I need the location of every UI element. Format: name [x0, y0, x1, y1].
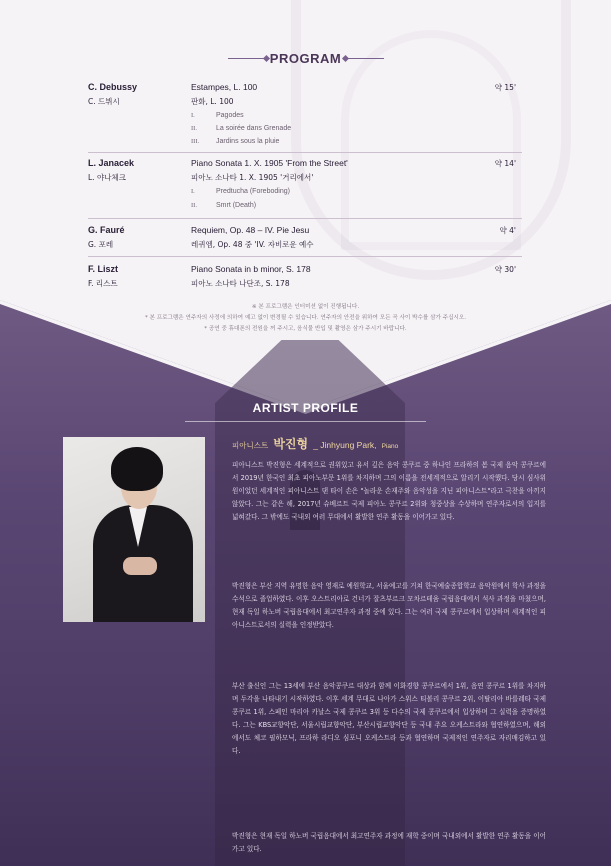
work-title-ko: 피아노 소나타 1. X. 1905 '거리에서' [191, 173, 314, 182]
profile-title: ARTIST PROFILE [252, 401, 359, 415]
composer-name-en: C. Debussy [88, 82, 138, 92]
program-note: * 공연 중 휴대폰의 전원을 꺼 주시고, 음식물 반입 및 촬영은 삼가 주시기 바랍니다. [204, 326, 407, 332]
artist-instrument: Piano [381, 443, 399, 450]
movement-number: II. [191, 125, 197, 132]
bio-paragraph: 박진형은 현재 독일 하노버 국립음대에서 최고연주자 과정에 재학 중이며 국내외에서 활발한 연주 활동을 이어가고 있다. [232, 832, 546, 853]
composer-name-ko: C. 드뷔시 [88, 97, 120, 106]
divider [88, 152, 522, 153]
work-title-en: Estampes, L. 100 [191, 82, 258, 92]
artist-photo [63, 437, 205, 622]
artist-role: 피아니스트 [232, 441, 269, 450]
divider [88, 218, 522, 219]
artist-name-ko: 박진형 [273, 437, 309, 451]
work-title-en: Piano Sonata 1. X. 1905 'From the Street' [191, 158, 348, 168]
photo-hands [123, 557, 157, 575]
movement-title: La soirée dans Grenade [216, 125, 292, 132]
movement-title: Jardins sous la pluie [216, 138, 280, 145]
duration: 약 14' [494, 159, 516, 168]
work-title-en: Requiem, Op. 48 – IV. Pie Jesu [191, 225, 310, 235]
movement-title: Predtucha (Foreboding) [216, 188, 290, 195]
photo-hair [111, 447, 163, 491]
program-title: PROGRAM [269, 51, 342, 66]
work-title-en: Piano Sonata in b minor, S. 178 [191, 264, 311, 274]
work-title-ko: 레퀴엠, Op. 48 중 'IV. 자비로운 예수 [191, 240, 314, 249]
program-section [0, 0, 611, 330]
duration: 약 15' [494, 83, 516, 92]
movement-number: II. [191, 202, 197, 209]
title-rule-right [344, 58, 384, 59]
composer-name-en: F. Liszt [88, 264, 119, 274]
movement-title: Pagodes [216, 112, 244, 119]
movement-number: I. [191, 112, 195, 119]
composer-name-ko: L. 야나체크 [88, 173, 126, 182]
movement-number: III. [191, 138, 200, 145]
work-title-ko: 피아노 소나타 나단조, S. 178 [191, 279, 290, 288]
bio-paragraph: 박진형은 부산 지역 유명한 음악 영재로 예원학교, 서울예고를 거쳐 한국예술종합학교 음악원에서 학사 과정을 수석으로 졸업하였다. 이후 오스트리아로 건너가 잘츠부르크 모차르테움 국립음대에서 석사 과정을 마쳤으며, 현재 독일 하노버 국립음대에서 최고연주자 과정 중에 있다. 그는 여러 국제 콩쿠르에서 입상하며 세계적인 피아니스트로서의 실력을 인정받았다. [232, 582, 546, 629]
movement-title: Smrt (Death) [216, 202, 257, 209]
composer-name-ko: G. 포레 [88, 240, 114, 249]
composer-name-ko: F. 리스트 [88, 279, 118, 288]
duration: 약 30' [494, 265, 516, 274]
program-note: ※ 본 프로그램은 인터미션 없이 진행됩니다. [251, 304, 360, 310]
movement-number: I. [191, 188, 195, 195]
artist-name-line [232, 433, 398, 452]
composer-name-en: G. Fauré [88, 225, 125, 235]
composer-name-en: L. Janacek [88, 158, 135, 168]
bio-paragraph: 피아니스트 박진형은 세계적으로 권위있고 유서 깊은 음악 콩쿠르 중 하나인 프라하의 봄 국제 음악 콩쿠르에서 2019년 한국인 최초 피아노부문 1위를 차지하며 그의 이름을 전세계적으로 알리기 시작했다. 당시 심사위원이었던 세계적인 피아니스트 댄 타이 손은 "놀라운 손재주와 음악성을 지닌 피아니스트"라고 극찬을 아끼지 않았다. 그는 같은 해, 2017년 슈베르트 국제 피아노 콩쿠르 2위와 청중상을 수상하며 연주자로서의 입지를 넓혀갔다. 그 밖에도 국내외 여러 무대에서 활발한 연주 활동을 이어가고 있다. [232, 461, 546, 521]
program-note: * 본 프로그램은 연주자의 사정에 의하여 예고 없이 변경될 수 있습니다. 연주자의 안전을 위하여 모든 곡 사이 박수를 삼가 주십시오. [144, 315, 467, 321]
profile-title-rule [185, 421, 426, 422]
divider [88, 256, 522, 257]
artist-name-en: _ Jinhyung Park, [313, 440, 377, 450]
duration: 약 4' [499, 226, 516, 235]
work-title-ko: 판화, L. 100 [191, 97, 234, 106]
bio-paragraph: 부산 출신인 그는 13세에 부산 음악콩쿠르 대상과 함께 이화경향 콩쿠르에서 1위, 음연 콩쿠르 1위를 차지하며 두각을 나타내기 시작하였다. 이후 세계 무대로 나아가 스위스 티볼리 콩쿠르 2위, 이탈리아 바를레타 국제 콩쿠르 1위, 스페인 마리아 카날스 국제 콩쿠르 3위 등 다수의 국제 콩쿠르에서 입상하며 그 실력을 증명하였다. 그는 KBS교향악단, 서울시립교향악단, 부산시립교향악단 등 국내 주요 오케스트라와 협연하였으며, 해외에서도 체코 필하모닉, 프라하 라디오 심포니 오케스트라 등과 협연하며 국제적인 연주자로 자리매김하고 있다. [232, 682, 546, 755]
